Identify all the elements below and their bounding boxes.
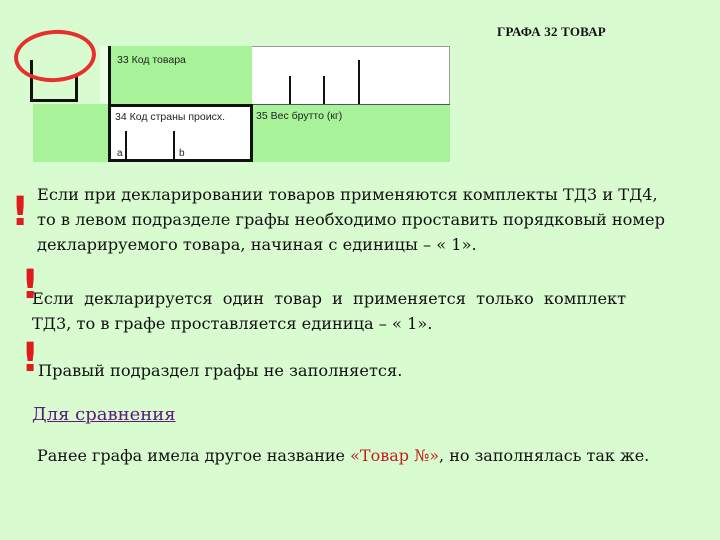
field-34-cell (108, 104, 253, 162)
paragraph-line: то в левом подразделе графы необходимо проставить порядковый номер (37, 210, 665, 229)
comparison-highlight: «Товар №» (350, 446, 440, 465)
comparison-heading: Для сравнения (32, 404, 176, 425)
slide-title: ГРАФА 32 ТОВАР (497, 24, 606, 39)
field-33-value-cell (252, 46, 450, 104)
comparison-text (37, 444, 649, 468)
paragraph-td3-td4 (37, 182, 697, 257)
field-34-sub-a: a (117, 148, 123, 159)
form-corner-bracket-right (75, 74, 78, 102)
paragraph-single-item (32, 286, 652, 336)
exclamation-icon: ! (21, 335, 40, 381)
field-35-label: 35 Вес брутто (кг) (256, 110, 343, 122)
field-33-divider (323, 76, 325, 104)
paragraph-line: декларируемого товара, начиная с единицы – « 1». (37, 235, 477, 254)
paragraph-line: Если декларируется один товар и применяется только комплект (32, 289, 627, 308)
exclamation-icon: ! (21, 262, 40, 308)
exclamation-icon: ! (11, 189, 30, 235)
field-34-label: 34 Код страны происх. (115, 111, 226, 123)
highlight-oval (12, 27, 97, 85)
form-top-left-cell (100, 46, 108, 104)
paragraph-line: ТД3, то в графе проставляется единица – « 1». (32, 314, 433, 333)
field-33-label: 33 Код товара (117, 54, 186, 66)
paragraph-line: Если при декларировании товаров применяются комплекты ТД3 и ТД4, (37, 185, 658, 204)
comparison-text-before: Ранее графа имела другое название (37, 446, 351, 465)
form-left-band (33, 104, 109, 162)
field-34-divider (125, 131, 127, 162)
comparison-text-after: , но заполнялась так же. (439, 446, 650, 465)
field-33-cell (108, 46, 252, 104)
field-33-divider (358, 60, 360, 104)
field-34-divider (173, 131, 175, 162)
field-35-cell (253, 104, 450, 162)
paragraph-right-subsection: Правый подраздел графы не заполняется. (38, 361, 403, 380)
field-34-sub-b: b (179, 148, 185, 159)
field-33-divider (289, 76, 291, 104)
